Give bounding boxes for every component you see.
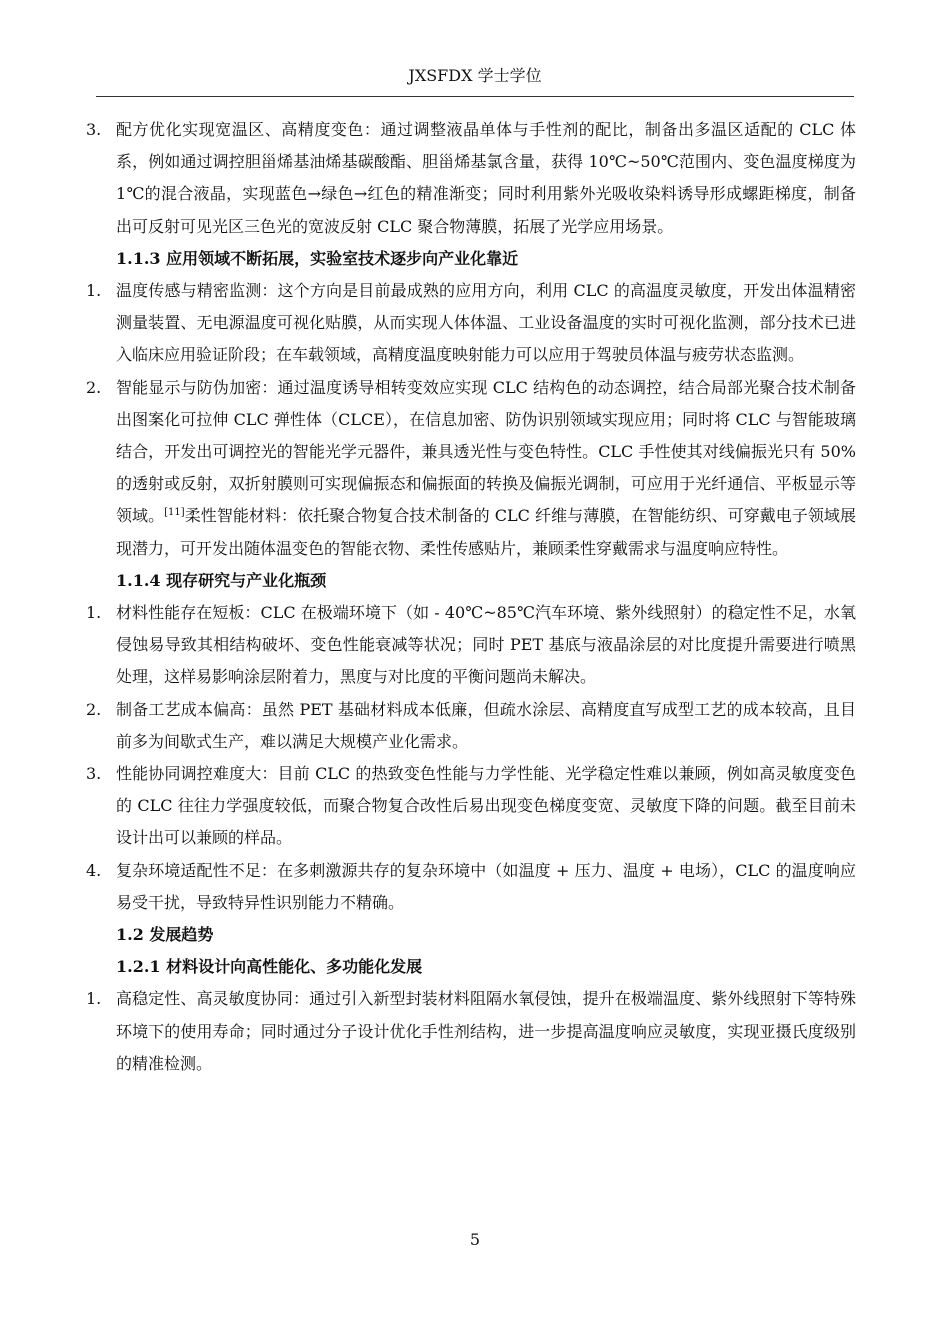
list-item-text: 制备工艺成本偏高：虽然 PET 基础材料成本低廉，但疏水涂层、高精度直写成型工艺的成本较高，且目前多为间歇式生产，难以满足大规模产业化需求。 (116, 699, 856, 751)
section-heading: 1.2 发展趋势 (116, 925, 214, 945)
list-item-text: 温度传感与精密监测：这个方向是目前最成熟的应用方向，利用 CLC 的高温度灵敏度，开发出体温精密测量装置、无电源温度可视化贴膜，从而实现人体体温、工业设备温度的实时可视化监测，部分技术已进入临床应用验证阶段；在车载领域，高精度温度映射能力可以应用于驾驶员体温与疲劳状态监测。 (116, 281, 856, 365)
list-item-text: 复杂环境适配性不足：在多刺激源共存的复杂环境中（如温度 + 压力、温度 + 电场），CLC 的温度响应易受干扰，导致特异性识别能力不精确。 (116, 860, 856, 912)
list-item-number: 2. (86, 699, 102, 719)
list-item (86, 983, 856, 1080)
list-item-number: 2. (86, 377, 102, 397)
list-item-number: 1. (86, 603, 102, 623)
list-item (86, 114, 856, 243)
list-item-number: 4. (86, 860, 102, 880)
list-item (86, 597, 856, 694)
list-item-number: 3. (86, 764, 102, 784)
list-item (86, 694, 856, 758)
list-item-number: 3. (86, 120, 102, 139)
list-item-text: 智能显示与防伪加密：通过温度诱导相转变效应实现 CLC 结构色的动态调控，结合局部光聚合技术制备出图案化可拉伸 CLC 弹性体（CLCE），在信息加密、防伪识别领域实现应用；同时将 CLC 与智能玻璃结合，开发出可调控光的智能光学元器件，兼具透光性与变色特性。CLC 手性使其对线偏振光只有 50%的透射或反射，双折射膜则可实现偏振态和偏振面的转换及偏振光调制，可应用于光纤通信、平板显示等领域。 (116, 377, 856, 526)
list-item-text: 配方优化实现宽温区、高精度变色：通过调整液晶单体与手性剂的配比，制备出多温区适配的 CLC 体系，例如通过调控胆甾烯基油烯基碳酸酯、胆甾烯基氯含量，获得 10℃~50℃范围内、变色温度梯度为 1℃的混合液晶，实现蓝色→绿色→红色的精准渐变；同时利用紫外光吸收染料诱导形成螺距梯度，制备出可反射可见光区三色光的宽波反射 CLC 聚合物薄膜，拓展了光学应用场景。 (116, 120, 856, 236)
section-heading: 1.1.4 现存研究与产业化瓶颈 (116, 570, 327, 590)
subsection-heading: 1.2.1 材料设计向高性能化、多功能化发展 (116, 957, 423, 977)
list-item-text-continued: 柔性智能材料：依托聚合物复合技术制备的 CLC 纤维与薄膜，在智能纺织、可穿戴电子领域展现潜力，可开发出随体温变色的智能衣物、柔性传感贴片，兼顾柔性穿戴需求与温度响应特性。 (116, 506, 856, 558)
page-header: JXSFDX 学士学位 (408, 66, 542, 85)
section-heading: 1.1.3 应用领域不断拓展，实验室技术逐步向产业化靠近 (116, 248, 519, 268)
list-item (86, 855, 856, 919)
list-item (86, 758, 856, 855)
citation-reference: [11] (164, 507, 185, 519)
list-item-number: 1. (86, 989, 102, 1009)
list-item (86, 372, 856, 565)
header-divider (96, 96, 854, 97)
list-item-number: 1. (86, 281, 102, 301)
list-item (86, 275, 856, 372)
list-item-text: 高稳定性、高灵敏度协同：通过引入新型封装材料阻隔水氧侵蚀，提升在极端温度、紫外线照射下等特殊环境下的使用寿命；同时通过分子设计优化手性剂结构，进一步提高温度响应灵敏度，实现亚摄氏度级别的精准检测。 (116, 989, 856, 1073)
list-item-text: 性能协同调控难度大：目前 CLC 的热致变色性能与力学性能、光学稳定性难以兼顾，例如高灵敏度变色的 CLC 往往力学强度较低，而聚合物复合改性后易出现变色梯度变宽、灵敏度下降的问题。截至目前未设计出可以兼顾的样品。 (116, 764, 856, 848)
document-body (86, 114, 856, 1080)
page-number: 5 (469, 1230, 481, 1249)
list-item-text: 材料性能存在短板：CLC 在极端环境下（如 - 40℃~85℃汽车环境、紫外线照射）的稳定性不足，水氧侵蚀易导致其相结构破坏、变色性能衰减等状况；同时 PET 基底与液晶涂层的对比度提升需要进行喷黑处理，这样易影响涂层附着力，黑度与对比度的平衡问题尚未解决。 (116, 603, 856, 687)
